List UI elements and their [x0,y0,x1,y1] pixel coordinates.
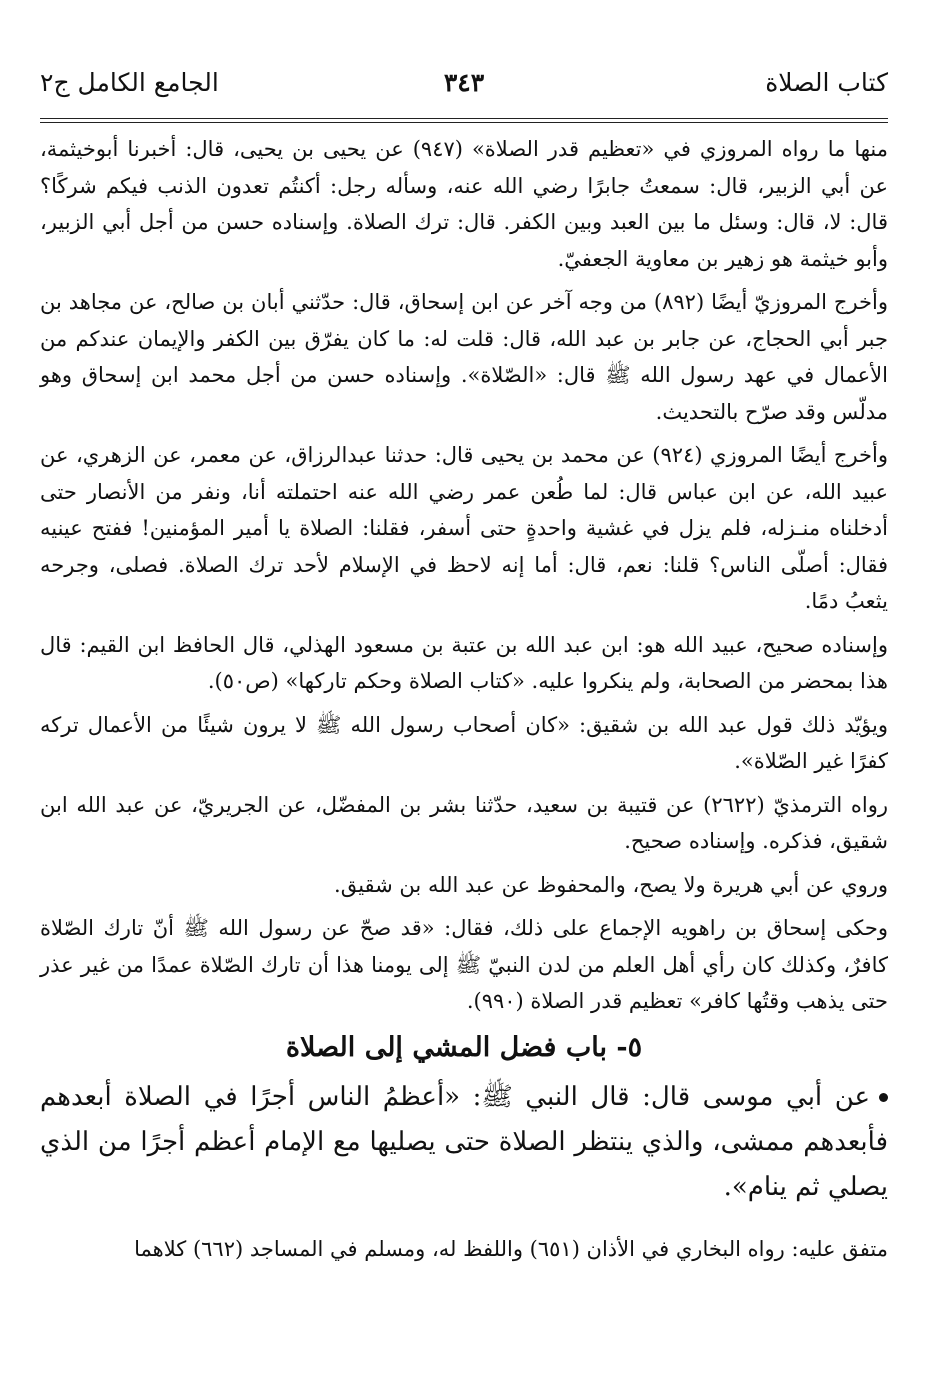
book-title: الجامع الكامل ج٢ [40,68,219,97]
section-heading: ٥- باب فضل المشي إلى الصلاة [285,1031,643,1063]
book-page [40,66,888,1375]
paragraph: وأخرج أيضًا المروزي (٩٢٤) عن محمد بن يحيى قال: حدثنا عبدالرزاق، عن معمر، عن الزهري، عن عبيد الله، عن ابن عباس قال: لما طُعن عمر رضي الله عنه احتملته أنا، ونفر من الأنصار حتى أدخلناه منـزله، فلم يزل في غشية واحدةٍ حتى أسفر، فقلنا: الصلاة يا أمير المؤمنين! ففتح عينيه فقال: أصلّى الناس؟ قلنا: نعم، قال: أما إنه لاحظ في الإسلام لأحد ترك الصلاة. فصلى، وجرحه يثعبُ دمًا. [40,443,888,613]
paragraph: رواه الترمذيّ (٢٦٢٢) عن قتيبة بن سعيد، حدّثنا بشر بن المفضّل، عن الجريريّ، عن عبد الله ابن شقيق، فذكره. وإسناده صحيح. [40,792,888,853]
paragraph: وروي عن أبي هريرة ولا يصح، والمحفوظ عن عبد الله بن شقيق. [334,872,888,897]
chapter-title: كتاب الصلاة [765,68,888,97]
takhrij-note: متفق عليه: رواه البخاري في الأذان (٦٥١) واللفظ له، ومسلم في المساجد (٦٦٢) كلاهما [134,1236,888,1261]
hadith-block [40,1075,888,1210]
page-body [40,131,888,1267]
paragraph: وإسناده صحيح، عبيد الله هو: ابن عبد الله بن عتبة بن مسعود الهذلي، قال الحافظ ابن القيم: قال هذا بمحضر من الصحابة، ولم ينكروا عليه. «كتاب الصلاة وحكم تاركها» (ص٥٠). [40,632,888,693]
hadith-text: عن أبي موسى قال: قال النبي ﷺ: «أعظمُ الناس أجرًا في الصلاة أبعدهم فأبعدهم ممشى، والذي ينتظر الصلاة حتى يصليها مع الإمام أعظم أجرًا من الذي يصلي ثم ينام». [40,1081,888,1202]
paragraph: وأخرج المروزيّ أيضًا (٨٩٢) من وجه آخر عن ابن إسحاق، قال: حدّثني أبان بن صالح، عن مجاهد بن جبر أبي الحجاج، عن جابر بن عبد الله، قال: قلت له: ما كان يفرّق بين الكفر والإيمان عندكم من الأعمال في عهد رسول الله ﷺ قال: «الصّلاة». وإسناده حسن من أجل محمد ابن إسحاق وهو مدلّس وقد صرّح بالتحديث. [40,290,888,424]
bullet-icon [879,1093,888,1102]
paragraph: منها ما رواه المروزي في «تعظيم قدر الصلاة» (٩٤٧) عن يحيى بن يحيى، قال: أخبرنا أبوخيثمة، عن أبي الزبير، قال: سمعتُ جابرًا رضي الله عنه، وسأله رجل: أكنتُم تعدون الذنب فيكم شركًا؟ قال: لا، قال: وسئل ما بين العبد وبين الكفر. قال: ترك الصلاة. وإسناده حسن من أجل أبي الزبير، وأبو خيثمة هو زهير بن معاوية الجعفيّ. [40,137,889,271]
paragraph: وحكى إسحاق بن راهويه الإجماع على ذلك، فقال: «قد صحّ عن رسول الله ﷺ أنّ تارك الصّلاة كافرٌ، وكذلك كان رأي أهل العلم من لدن النبيّ ﷺ إلى يومنا هذا أن تارك الصّلاة عمدًا من غير عذر حتى يذهب وقتُها كافر» تعظيم قدر الصلاة (٩٩٠). [40,916,888,1013]
paragraph: ويؤيّد ذلك قول عبد الله بن شقيق: «كان أصحاب رسول الله ﷺ لا يرون شيئًا من الأعمال تركه كفرًا غير الصّلاة». [40,712,888,773]
page-header [40,66,888,106]
page-number: ٣٤٣ [443,68,485,97]
header-rule [40,118,888,123]
